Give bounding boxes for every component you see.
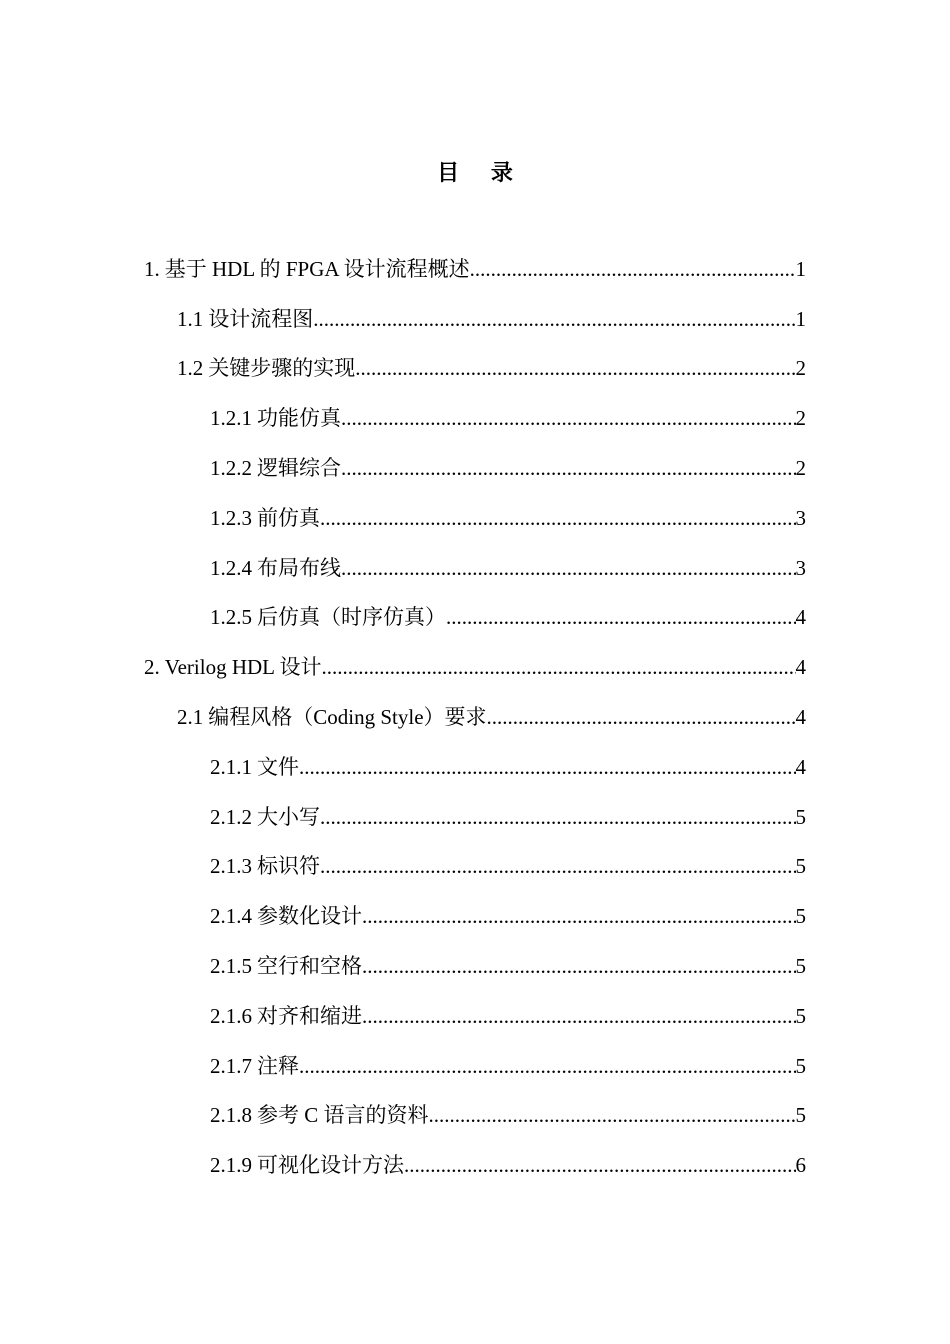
toc-entry-heading (210, 998, 362, 1034)
toc-entry-number: 1.2.5 (210, 605, 252, 630)
toc-entry-label: 前仿真 (257, 505, 320, 530)
toc-page-number: 4 (795, 605, 806, 630)
toc-entry-label: 可视化设计方法 (257, 1153, 404, 1178)
toc-dot-leader (446, 599, 796, 635)
toc-dot-leader (320, 799, 796, 835)
toc-entry-label: 对齐和缩进 (257, 1003, 362, 1028)
toc-entry-heading (210, 599, 446, 635)
toc-entry-number: 2.1.3 (210, 854, 252, 879)
toc-entry-heading (177, 350, 355, 386)
toc-entry-label: 文件 (257, 754, 299, 779)
toc-entry-number: 2.1.5 (210, 954, 252, 979)
toc-dot-leader (362, 948, 796, 984)
toc-entry-label: 参考 C 语言的资料 (257, 1103, 429, 1128)
toc-page-number: 4 (795, 754, 806, 779)
toc-dot-leader (355, 350, 795, 386)
toc-dot-leader (320, 848, 796, 884)
toc-page-number: 5 (795, 1003, 806, 1028)
toc-entry-label: 基于 HDL 的 FPGA 设计流程概述 (164, 256, 470, 281)
toc-dot-leader (341, 450, 796, 486)
toc-page-number: 3 (795, 505, 806, 530)
toc-entry-label: Verilog HDL 设计 (164, 655, 322, 680)
toc-page-number: 1 (795, 256, 806, 281)
toc-entry-number: 1.2 (177, 356, 204, 381)
toc-dot-leader (341, 550, 796, 586)
toc-entry-heading (210, 450, 341, 486)
toc-dot-leader (362, 998, 796, 1034)
toc-page-number: 1 (795, 306, 806, 331)
toc-page-number: 4 (795, 705, 806, 730)
toc-entry-number: 2.1.7 (210, 1053, 252, 1078)
toc-entry[interactable] (0, 443, 950, 493)
toc-entry-heading (144, 649, 321, 685)
toc-entry-heading (210, 898, 362, 934)
toc-entry[interactable] (0, 792, 950, 842)
toc-entry-heading (210, 799, 320, 835)
toc-dot-leader (362, 898, 796, 934)
toc-dot-leader (470, 251, 796, 287)
toc-entry[interactable] (0, 244, 950, 294)
toc-entry-label: 功能仿真 (257, 406, 341, 431)
toc-entry-heading (210, 948, 362, 984)
toc-entry[interactable] (0, 593, 950, 643)
toc-entry-number: 1.1 (177, 306, 204, 331)
toc-title: 目 录 (437, 161, 525, 186)
toc-page-number: 5 (795, 804, 806, 829)
toc-entry[interactable] (0, 891, 950, 941)
toc-page-number: 2 (795, 456, 806, 481)
toc-entry-number: 2.1 (177, 705, 204, 730)
toc-entry[interactable] (0, 1041, 950, 1091)
toc-dot-leader (313, 301, 795, 337)
toc-entry-label: 空行和空格 (257, 954, 362, 979)
toc-entry[interactable] (0, 742, 950, 792)
toc-entry-heading (210, 1048, 299, 1084)
toc-entry-heading (210, 400, 341, 436)
toc-entry-number: 2.1.9 (210, 1153, 252, 1178)
toc-entry-number: 1. (144, 256, 160, 281)
toc-dot-leader (429, 1097, 796, 1133)
toc-list (0, 244, 950, 1190)
toc-entry-number: 2.1.4 (210, 904, 252, 929)
toc-entry[interactable] (0, 692, 950, 742)
toc-entry-heading (210, 1097, 429, 1133)
toc-dot-leader (299, 1048, 796, 1084)
toc-dot-leader (487, 699, 796, 735)
toc-entry-number: 2.1.2 (210, 804, 252, 829)
toc-page-number: 6 (795, 1153, 806, 1178)
toc-page-number: 5 (795, 854, 806, 879)
toc-page-number: 5 (795, 954, 806, 979)
toc-page-number: 2 (795, 356, 806, 381)
toc-dot-leader (404, 1147, 796, 1183)
toc-entry[interactable] (0, 1091, 950, 1141)
toc-page-number: 4 (795, 655, 806, 680)
toc-entry-heading (210, 550, 341, 586)
toc-dot-leader (320, 500, 796, 536)
toc-entry-label: 大小写 (257, 804, 320, 829)
toc-page-number: 5 (795, 1053, 806, 1078)
toc-entry-label: 注释 (257, 1053, 299, 1078)
toc-entry-heading (210, 500, 320, 536)
toc-entry-number: 2. (144, 655, 160, 680)
toc-entry-heading (144, 251, 470, 287)
toc-dot-leader (299, 749, 796, 785)
toc-dot-leader (321, 649, 795, 685)
toc-entry-number: 1.2.4 (210, 555, 252, 580)
toc-entry[interactable] (0, 642, 950, 692)
toc-entry-number: 2.1.8 (210, 1103, 252, 1128)
toc-entry-heading (177, 301, 313, 337)
toc-entry-number: 2.1.6 (210, 1003, 252, 1028)
toc-dot-leader (341, 400, 796, 436)
toc-entry[interactable] (0, 991, 950, 1041)
toc-entry-label: 参数化设计 (257, 904, 362, 929)
toc-entry[interactable] (0, 842, 950, 892)
toc-page-number: 3 (795, 555, 806, 580)
toc-entry[interactable] (0, 543, 950, 593)
toc-entry-label: 布局布线 (257, 555, 341, 580)
toc-entry-label: 标识符 (257, 854, 320, 879)
toc-entry-heading (210, 848, 320, 884)
toc-page-number: 2 (795, 406, 806, 431)
toc-entry-heading (210, 749, 299, 785)
toc-entry-number: 1.2.3 (210, 505, 252, 530)
toc-entry[interactable] (0, 393, 950, 443)
toc-entry[interactable] (0, 1140, 950, 1190)
toc-entry-number: 1.2.1 (210, 406, 252, 431)
toc-entry-label: 编程风格（Coding Style）要求 (208, 705, 487, 730)
toc-entry-number: 2.1.1 (210, 754, 252, 779)
toc-entry-heading (177, 699, 487, 735)
toc-entry[interactable] (0, 493, 950, 543)
toc-entry-label: 设计流程图 (208, 306, 314, 331)
toc-page-number: 5 (795, 1103, 806, 1128)
toc-entry-label: 关键步骤的实现 (208, 356, 356, 381)
toc-entry-number: 1.2.2 (210, 456, 252, 481)
toc-entry[interactable] (0, 941, 950, 991)
toc-entry-label: 后仿真（时序仿真） (257, 605, 446, 630)
toc-entry[interactable] (0, 294, 950, 344)
toc-entry-heading (210, 1147, 404, 1183)
toc-entry[interactable] (0, 344, 950, 394)
toc-entry-label: 逻辑综合 (257, 456, 341, 481)
toc-page-number: 5 (795, 904, 806, 929)
